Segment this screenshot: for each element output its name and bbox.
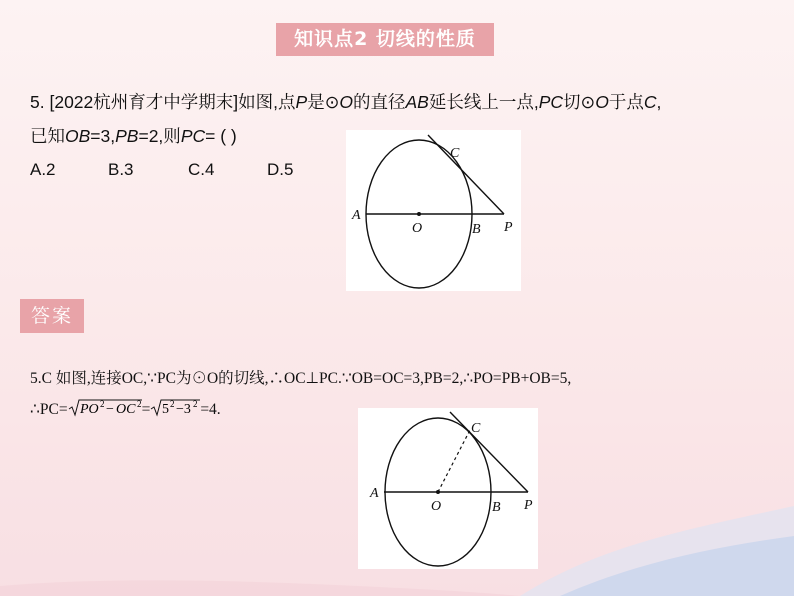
label-B: B	[492, 500, 501, 515]
question-source: [2022杭州育才中学期末]	[49, 92, 239, 112]
label-A: A	[352, 208, 361, 223]
question-var: PC	[180, 126, 206, 146]
sqrt-expression-2	[150, 398, 200, 418]
label-O: O	[412, 221, 423, 236]
radius-oc-dashed	[438, 430, 470, 492]
section-title: 知识点2 切线的性质	[276, 23, 494, 56]
svg-text:5: 5	[162, 402, 170, 417]
option-c[interactable]: C.4	[188, 160, 215, 179]
svg-text:2: 2	[193, 399, 198, 409]
solution-line-2: ∴PC= PO 2 − OC 2 = 5 2 −3 2 =4.	[30, 399, 221, 418]
question-text: ,	[656, 92, 662, 112]
svg-text:−: −	[105, 402, 114, 417]
svg-text:−3: −3	[176, 402, 192, 417]
question-text: 的直径	[352, 92, 406, 112]
question-line-2	[30, 123, 237, 148]
question-text: 切	[563, 92, 581, 112]
question-var: PC	[538, 92, 564, 112]
question-var: AB	[405, 92, 429, 112]
question-text: 已知	[30, 126, 65, 146]
circle-symbol: ⊙	[324, 93, 340, 113]
question-text: =2,则	[138, 126, 181, 146]
center-point	[436, 490, 440, 494]
answer-tag: 答案	[20, 299, 84, 333]
label-P: P	[504, 220, 513, 235]
option-d[interactable]: D.5	[267, 160, 294, 179]
question-var: P	[295, 92, 308, 112]
label-O: O	[431, 499, 442, 514]
question-text: 延长线上一点,	[428, 92, 539, 112]
question-var: PB	[115, 126, 139, 146]
label-C: C	[450, 146, 460, 161]
solution-prefix: ∴PC=	[30, 401, 68, 418]
label-C: C	[471, 421, 481, 436]
label-B: B	[472, 222, 481, 237]
circle-symbol: ⊙	[580, 93, 596, 113]
question-text: 如图,点	[238, 92, 296, 112]
option-b[interactable]: B.3	[108, 160, 134, 179]
question-text: 于点	[608, 92, 644, 112]
tangent-line	[428, 135, 504, 214]
question-var: C	[643, 92, 657, 112]
question-text: =3,	[90, 126, 116, 146]
label-P: P	[524, 498, 533, 513]
label-A: A	[370, 486, 379, 501]
svg-text:2: 2	[170, 399, 175, 409]
option-a[interactable]: A.2	[30, 160, 56, 179]
svg-text:2: 2	[99, 399, 105, 409]
center-point	[417, 212, 421, 216]
question-figure	[346, 130, 521, 291]
svg-text:2: 2	[136, 399, 142, 409]
solution-line-1: 5.C 如图,连接OC,∵PC为⊙O的切线,∴OC⊥PC.∵OB=OC=3,PB=2,∴PO=PB+OB=5,	[30, 370, 572, 387]
question-text: = ( )	[205, 126, 237, 146]
question-number: 5.	[30, 92, 50, 112]
question-var: O	[595, 92, 609, 112]
question-line-1	[30, 89, 661, 114]
solution-result: =4.	[200, 401, 221, 418]
question-var: O	[339, 92, 353, 112]
svg-text:PO: PO	[79, 402, 99, 417]
question-var: OB	[65, 126, 91, 146]
tangent-line	[450, 412, 528, 492]
question-text: 是	[307, 92, 325, 112]
svg-text:OC: OC	[115, 402, 136, 417]
solution-figure	[358, 408, 538, 569]
sqrt-expression-1	[68, 398, 142, 418]
